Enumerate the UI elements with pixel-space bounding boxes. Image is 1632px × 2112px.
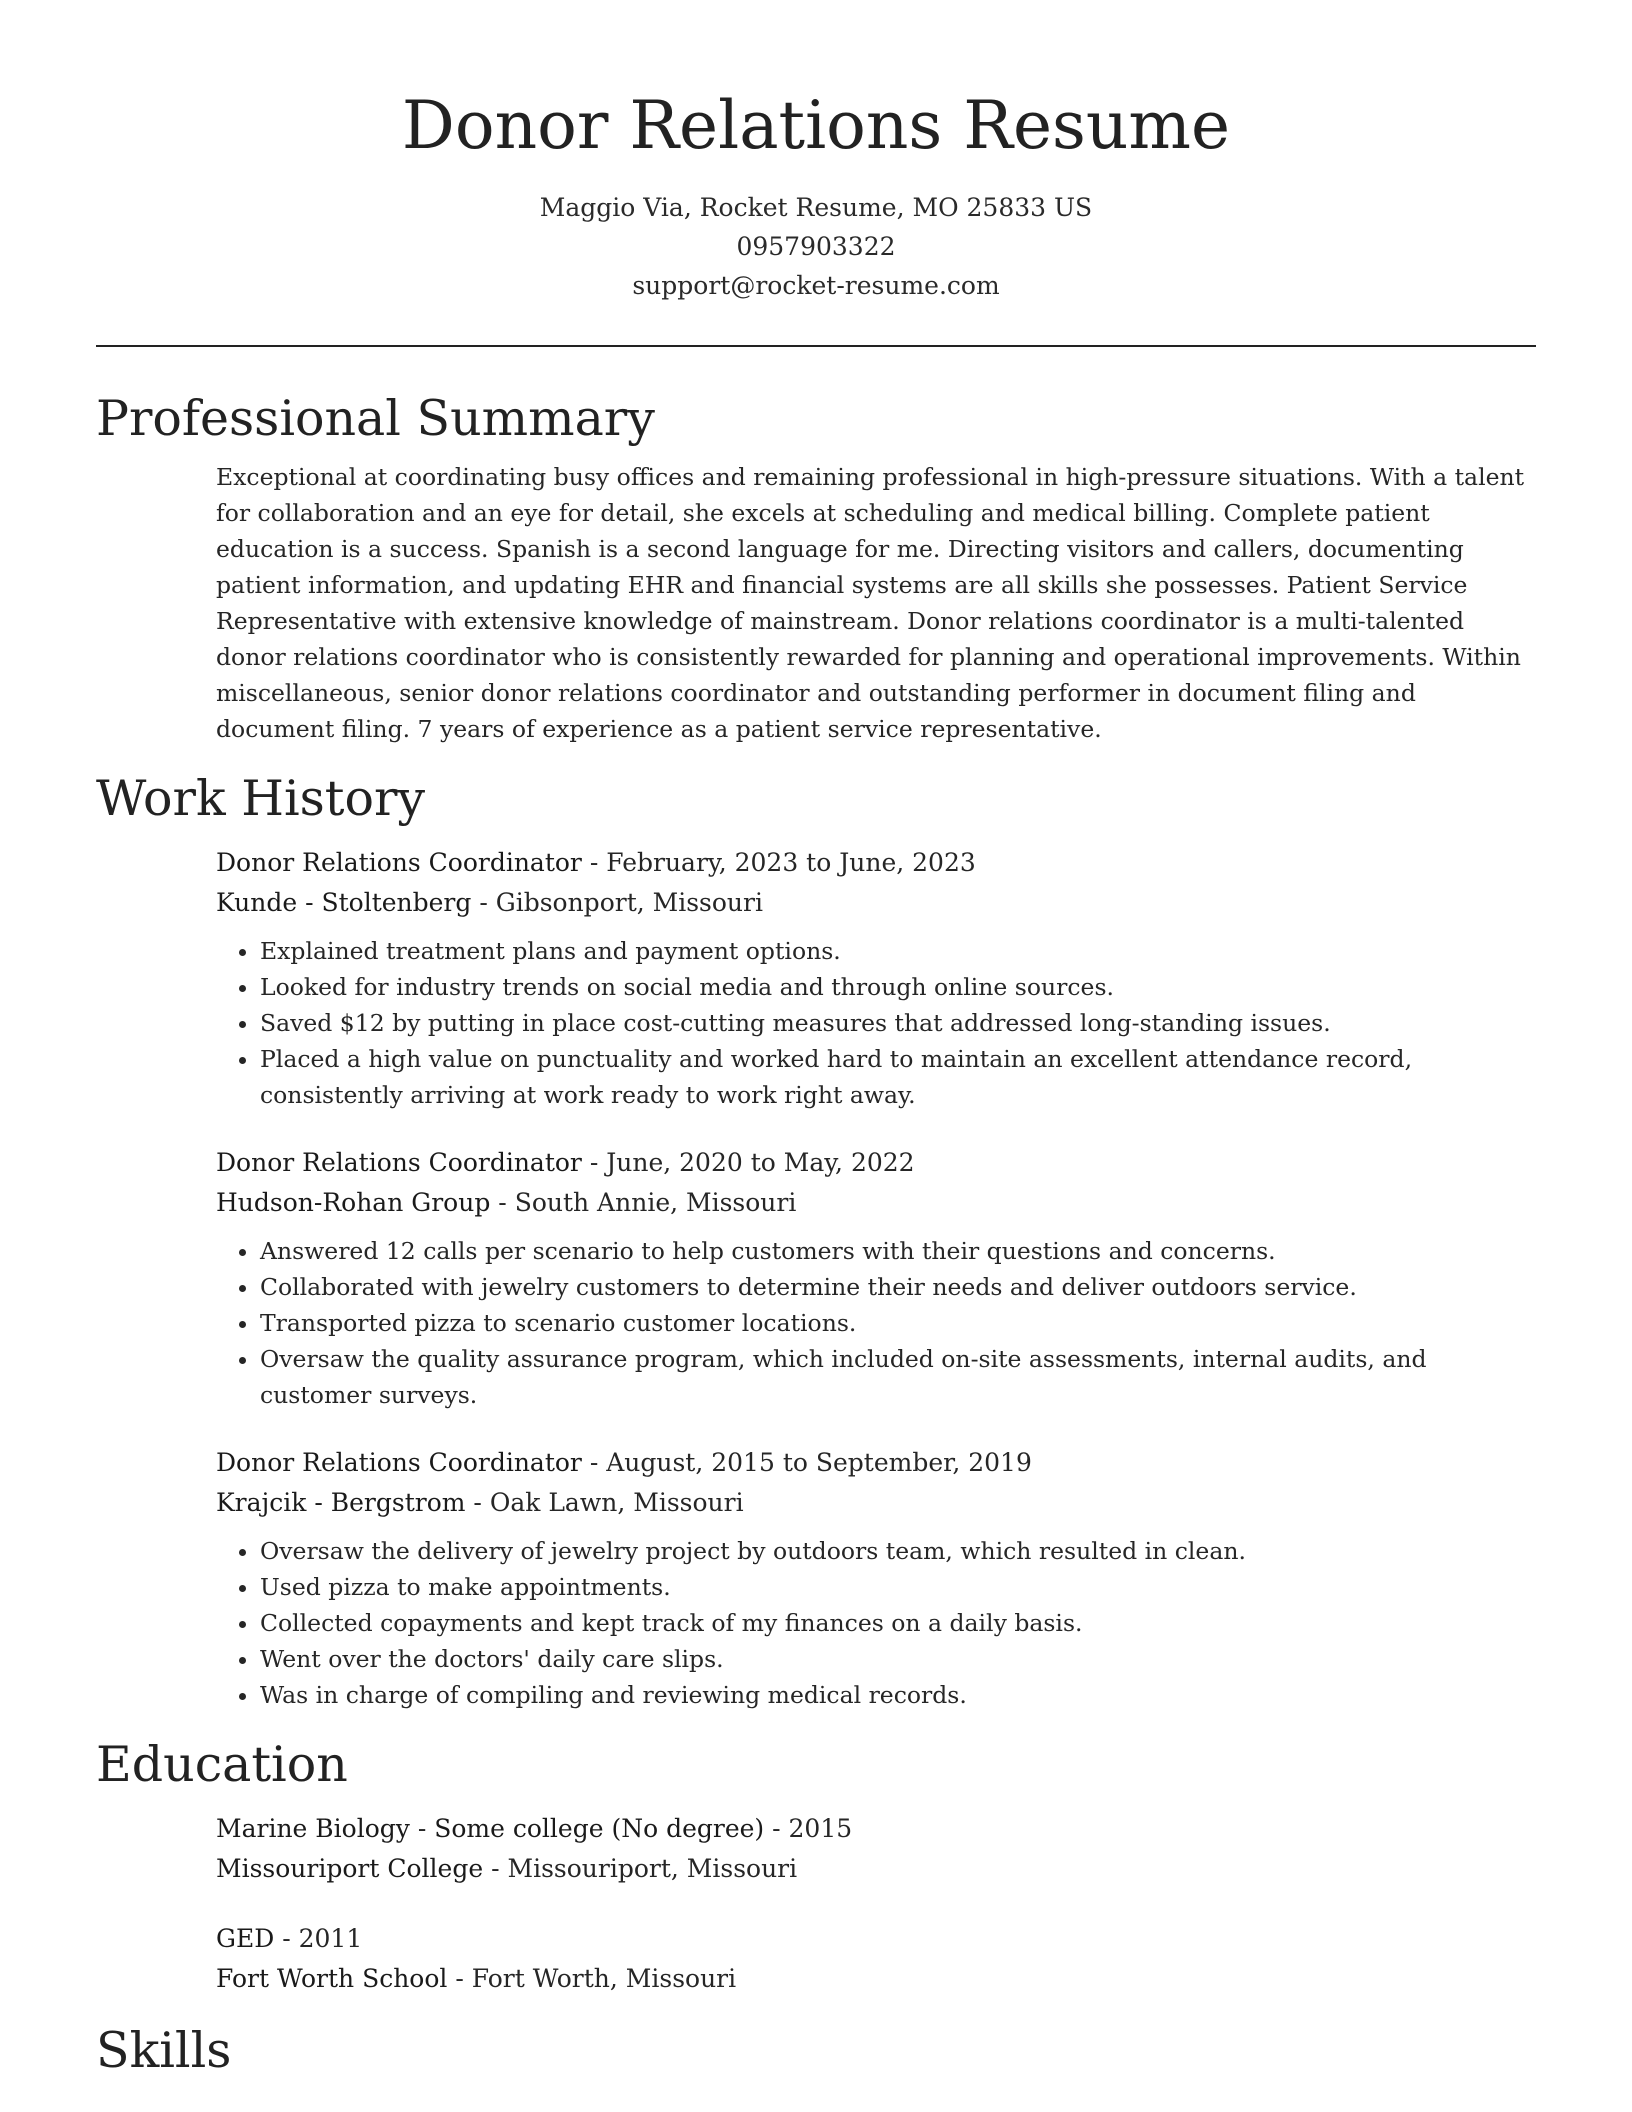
list-item: • Saved $12 by putting in place cost-cutting measures that addressed long-standing issues. [260, 1005, 1536, 1041]
contact-address: Maggio Via, Rocket Resume, MO 25833 US [539, 193, 1093, 222]
job-location: Gibsonport, Missouri [495, 888, 763, 917]
resume-title: Donor Relations Resume [401, 87, 1231, 164]
list-item: • Oversaw the quality assurance program, which included on-site assessments, internal audits, and customer surveys. [260, 1341, 1536, 1413]
work-history-section [96, 769, 1536, 1713]
education-school: Fort Worth School [216, 1964, 448, 1993]
job-company: Kunde - Stoltenberg [216, 888, 472, 917]
job-entry [216, 843, 1536, 1113]
education-year: 2015 [788, 1814, 853, 1843]
list-item: • Answered 12 calls per scenario to help customers with their questions and concerns. [260, 1233, 1536, 1269]
job-company-line: Krajcik - Bergstrom - Oak Lawn, Missouri [216, 1488, 744, 1517]
education-field: GED [216, 1924, 275, 1953]
education-degree-line: Marine Biology - Some college (No degree) - 2015 [216, 1814, 853, 1843]
job-bullets [216, 1233, 1536, 1413]
job-location: South Annie, Missouri [514, 1188, 797, 1217]
job-entry [216, 1443, 1536, 1713]
list-item: • Transported pizza to scenario customer locations. [260, 1305, 1536, 1341]
education-location: Missouriport, Missouri [507, 1854, 798, 1883]
education-section [96, 1735, 1536, 1999]
education-location: Fort Worth, Missouri [471, 1964, 737, 1993]
list-item: • Looked for industry trends on social media and through online sources. [260, 969, 1536, 1005]
resume-page [96, 0, 1536, 2112]
job-role: Donor Relations Coordinator [216, 848, 582, 877]
job-location: Oak Lawn, Missouri [489, 1488, 744, 1517]
job-title-line: Donor Relations Coordinator - June, 2020 to May, 2022 [216, 1148, 915, 1177]
job-bullets [216, 1533, 1536, 1713]
job-entry [216, 1143, 1536, 1413]
job-company-line: Kunde - Stoltenberg - Gibsonport, Missouri [216, 888, 763, 917]
education-entry [216, 1809, 1536, 1889]
job-title-line: Donor Relations Coordinator - August, 2015 to September, 2019 [216, 1448, 1032, 1477]
job-dates: February, 2023 to June, 2023 [606, 848, 976, 877]
job-role: Donor Relations Coordinator [216, 1148, 582, 1177]
job-company: Krajcik - Bergstrom [216, 1488, 466, 1517]
education-school: Missouriport College [216, 1854, 484, 1883]
education-year: 2011 [298, 1924, 363, 1953]
section-title-skills: Skills [96, 2022, 232, 2079]
section-title-education: Education [96, 1736, 348, 1793]
contact-email: support@rocket-resume.com [632, 271, 1000, 300]
section-title-summary: Professional Summary [96, 390, 655, 447]
education-degree: Some college (No degree) [434, 1814, 765, 1843]
education-field: Marine Biology [216, 1814, 410, 1843]
contact-phone: 0957903322 [736, 232, 896, 261]
professional-summary-section [96, 389, 1536, 747]
job-company-line: Hudson-Rohan Group - South Annie, Missouri [216, 1188, 797, 1217]
list-item: • Was in charge of compiling and reviewing medical records. [260, 1677, 1536, 1713]
education-school-line: Missouriport College - Missouriport, Missouri [216, 1854, 798, 1883]
resume-header [96, 0, 1536, 305]
job-title-line: Donor Relations Coordinator - February, 2023 to June, 2023 [216, 848, 976, 877]
education-school-line: Fort Worth School - Fort Worth, Missouri [216, 1964, 737, 1993]
job-bullets [216, 933, 1536, 1113]
list-item: • Collected copayments and kept track of my finances on a daily basis. [260, 1605, 1536, 1641]
list-item: • Used pizza to make appointments. [260, 1569, 1536, 1605]
job-dates: June, 2020 to May, 2022 [606, 1148, 915, 1177]
list-item: • Went over the doctors' daily care slips. [260, 1641, 1536, 1677]
summary-text: Exceptional at coordinating busy offices and remaining professional in high-pressure situations. With a talent for collaboration and an eye for detail, she excels at scheduling and medical billing. Complete patient education is a success. Spanish is a second language for me. Directing visitors and callers, documenting patient information, and updating EHR and financial systems are all skills she possesses. Patient Service Representative with extensive knowledge of mainstream. Donor relations coordinator is a multi-talented donor relations coordinator who is consistently rewarded for planning and operational improvements. Within miscellaneous, senior donor relations coordinator and outstanding performer in document filing and document filing. 7 years of experience as a patient service representative. [216, 463, 1525, 743]
list-item: • Placed a high value on punctuality and worked hard to maintain an excellent attendance record, consistently arriving at work ready to work right away. [260, 1041, 1536, 1113]
education-degree-line: GED - 2011 [216, 1924, 363, 1953]
job-dates: August, 2015 to September, 2019 [606, 1448, 1032, 1477]
education-entry [216, 1919, 1536, 1999]
section-title-work: Work History [96, 770, 426, 827]
list-item: • Oversaw the delivery of jewelry project by outdoors team, which resulted in clean. [260, 1533, 1536, 1569]
skills-section [96, 2021, 1536, 2081]
list-item: • Collaborated with jewelry customers to determine their needs and deliver outdoors service. [260, 1269, 1536, 1305]
job-company: Hudson-Rohan Group [216, 1188, 491, 1217]
header-divider [96, 345, 1536, 347]
list-item: • Explained treatment plans and payment options. [260, 933, 1536, 969]
job-role: Donor Relations Coordinator [216, 1448, 582, 1477]
